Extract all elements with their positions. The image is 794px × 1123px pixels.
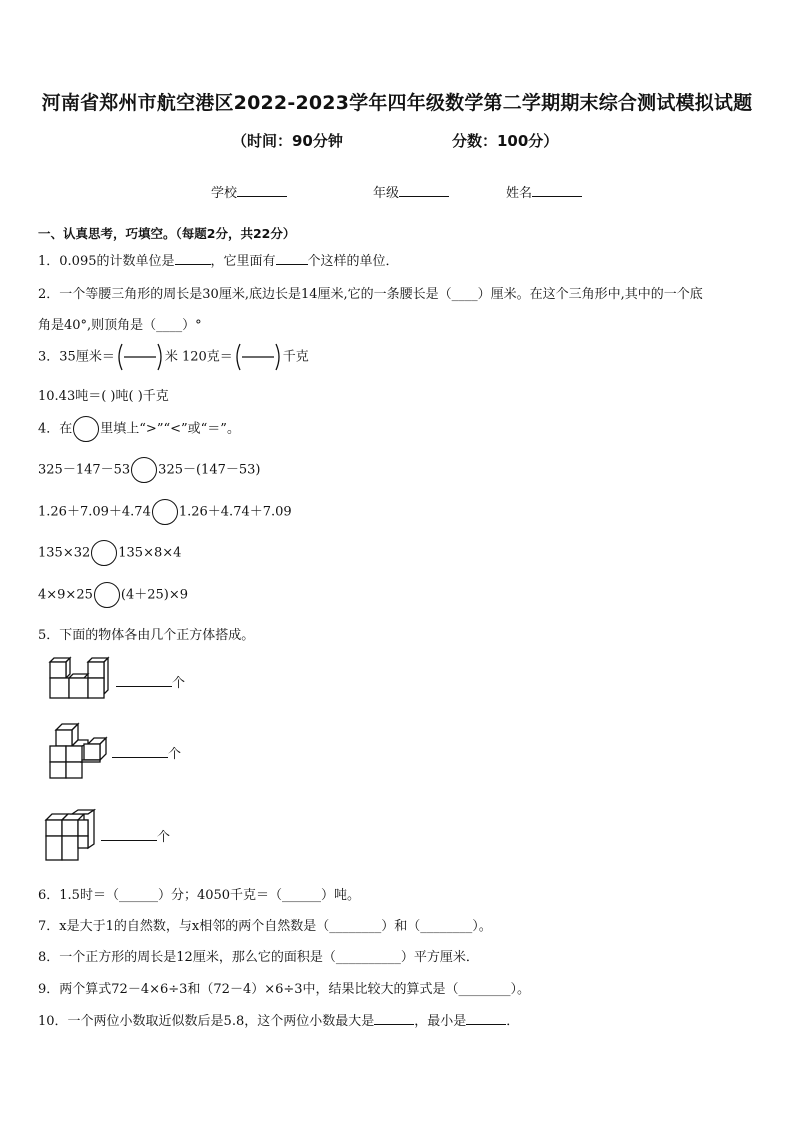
q4-r4-left: 4×9×25 <box>38 587 93 603</box>
question-3 <box>38 342 309 373</box>
q4-intro-a: 4．在 <box>38 421 73 437</box>
compare-circle-1[interactable] <box>131 457 157 483</box>
q4-r2-right: 1.26＋4.74＋7.09 <box>178 504 292 520</box>
q4-r4-right: (4＋25)×9 <box>120 587 188 603</box>
exam-score: 分数：100分） <box>452 132 559 150</box>
question-4-row-4 <box>38 582 188 609</box>
q3-text-b: 米 120克＝ <box>164 349 233 365</box>
q4-intro-b: 里填上“>”“<”或“＝”。 <box>100 421 240 437</box>
page-title: 河南省郑州市航空港区2022-2023学年四年级数学第二学期期末综合测试模拟试题 <box>41 92 753 114</box>
q5-unit-1: 个 <box>172 676 186 691</box>
question-5: 5．下面的物体各由几个正方体搭成。 <box>38 628 255 643</box>
question-4-row-3 <box>38 540 181 567</box>
q10-text-c: ． <box>506 1014 520 1029</box>
q10-blank-2[interactable] <box>466 1011 506 1025</box>
q4-r3-left: 135×32 <box>38 545 91 561</box>
q3-text-a: 3．35厘米＝ <box>38 349 115 365</box>
q5-unit-2: 个 <box>168 747 182 762</box>
grade-blank[interactable] <box>399 184 449 197</box>
question-1 <box>38 250 399 269</box>
cube-figure-3 <box>42 808 98 864</box>
compare-circle-3[interactable] <box>91 540 117 566</box>
q1-blank-2[interactable] <box>276 251 308 265</box>
q1-blank-1[interactable] <box>175 251 211 265</box>
q10-text-b: ，最小是 <box>414 1014 467 1029</box>
question-2-line-2: 角是40°,则顶角是（____）° <box>38 318 202 333</box>
q4-r1-left: 325－147－53 <box>38 462 131 478</box>
q5-answer-2 <box>112 743 181 762</box>
q5-blank-2[interactable] <box>112 744 168 758</box>
question-9: 9．两个算式72－4×6÷3和（72－4）×6÷3中，结果比较大的算式是（________）。 <box>38 982 531 997</box>
compare-circle-4[interactable] <box>94 582 120 608</box>
school-blank[interactable] <box>237 184 287 197</box>
school-label: 学校 <box>211 186 238 201</box>
q5-blank-3[interactable] <box>101 827 157 841</box>
section-heading: 一、认真思考，巧填空。（每题2分，共22分） <box>38 226 296 241</box>
q5-answer-1 <box>116 672 185 691</box>
question-7: 7．x是大于1的自然数，与x相邻的两个自然数是（________）和（________）。 <box>38 919 492 934</box>
grade-label: 年级 <box>373 186 400 201</box>
cube-figure-2 <box>46 720 112 780</box>
name-blank[interactable] <box>532 184 582 197</box>
exam-time: （时间：90分钟 <box>232 132 343 150</box>
fraction-blank-1[interactable] <box>115 342 165 372</box>
q1-text-b: ，它里面有 <box>210 254 276 269</box>
q4-r3-right: 135×8×4 <box>118 545 182 561</box>
q4-r1-right: 325－(147－53) <box>158 462 261 478</box>
question-10 <box>38 1010 519 1029</box>
grade-field <box>373 182 449 201</box>
fraction-blank-2[interactable] <box>233 342 283 372</box>
question-6: 6．1.5时＝（______）分；4050千克＝（______）吨。 <box>38 888 361 903</box>
q5-blank-1[interactable] <box>116 673 172 687</box>
question-8: 8．一个正方形的周长是12厘米，那么它的面积是（__________）平方厘米． <box>38 950 479 965</box>
cube-figure-1 <box>44 656 114 704</box>
question-4-row-2 <box>38 499 292 526</box>
q5-unit-3: 个 <box>157 830 171 845</box>
compare-circle-icon <box>73 416 99 442</box>
q4-r2-left: 1.26＋7.09＋4.74 <box>38 504 151 520</box>
q10-text-a: 10．一个两位小数取近似数后是5.8，这个两位小数最大是 <box>38 1014 375 1029</box>
name-label: 姓名 <box>506 186 533 201</box>
name-field <box>506 182 582 201</box>
question-2-line-1: 2．一个等腰三角形的周长是30厘米,底边长是14厘米,它的一条腰长是（____）厘米。在这个三角形中,其中的一个底 <box>38 287 703 302</box>
question-4-row-1 <box>38 457 260 484</box>
q5-answer-3 <box>101 826 170 845</box>
compare-circle-2[interactable] <box>152 499 178 525</box>
q1-text-c: 个这样的单位． <box>307 254 399 269</box>
question-3-line-2: 10.43吨＝( )吨( )千克 <box>38 389 169 404</box>
q3-text-c: 千克 <box>282 349 309 365</box>
question-4-intro <box>38 416 240 443</box>
school-field <box>211 182 287 201</box>
q10-blank-1[interactable] <box>374 1011 414 1025</box>
q1-text-a: 1．0.095的计数单位是 <box>38 254 175 269</box>
